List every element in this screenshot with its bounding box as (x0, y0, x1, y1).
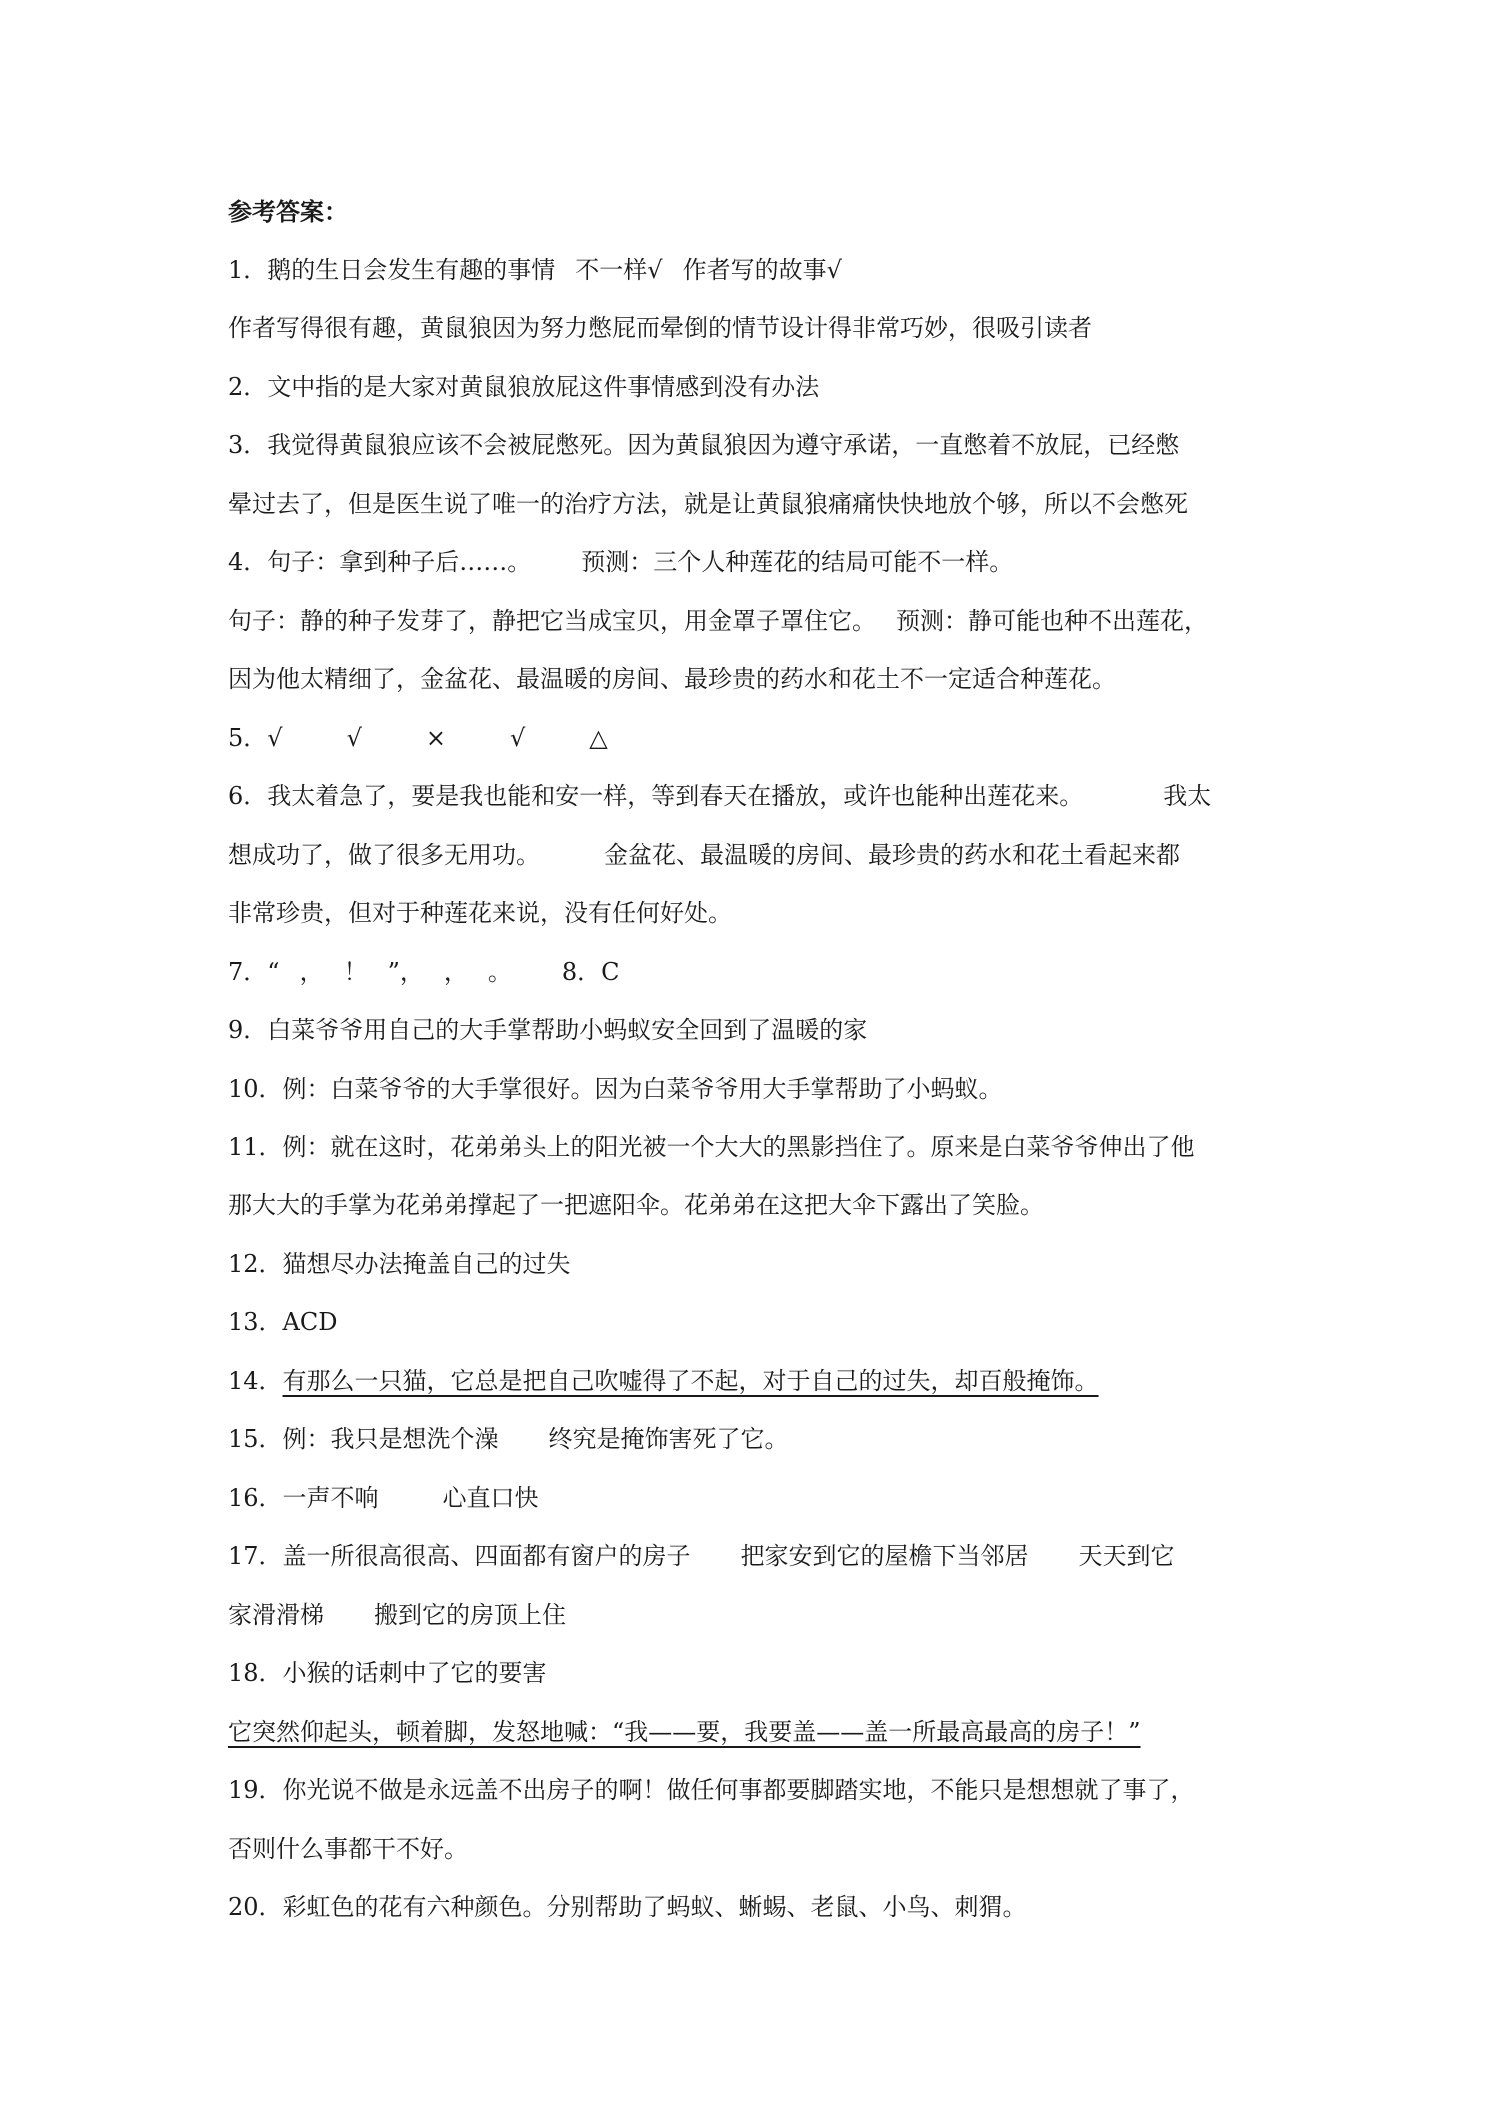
answer-4 (228, 546, 1278, 578)
answer-14-underlined-sentence: 有那么一只猫，它总是把自己吹嘘得了不起，对于自己的过失，却百般掩饰。 (282, 1367, 1099, 1395)
answer-15 (228, 1423, 1278, 1455)
answer-5-mark-1: √ (267, 724, 283, 752)
answer-7-8 (228, 956, 1278, 988)
answer-17-part-3-start: 天天到它 (1078, 1542, 1175, 1570)
answer-7-number: 7． (228, 958, 268, 986)
answer-4-sentence: 4．句子：拿到种子后……。 (228, 548, 532, 576)
answer-7-punct-4: ” (387, 958, 400, 986)
answer-11-line-1: 11．例：就在这时，花弟弟头上的阳光被一个大大的黑影挡住了。原来是白菜爷爷伸出了他 (228, 1133, 1195, 1161)
answer-18-underlined-quote: 它突然仰起头，顿着脚，发怒地喊：“我——要，我要盖——盖一所最高最高的房子！” (228, 1718, 1141, 1746)
answer-1-choice-c: 作者写的故事√ (682, 256, 842, 284)
answer-14 (228, 1365, 1278, 1397)
answer-5-number: 5． (228, 724, 268, 752)
answer-7-punct-1: “ (267, 958, 280, 986)
answer-3-line-1: 3．我觉得黄鼠狼应该不会被屁憋死。因为黄鼠狼因为遵守承诺，一直憋着不放屁，已经憋 (228, 431, 1180, 459)
answer-17-part-3-end: 家滑滑梯 (228, 1601, 324, 1629)
answer-7-punct-3: ！ (343, 958, 368, 986)
answer-17-part-4: 搬到它的房顶上住 (374, 1601, 566, 1629)
answer-17-part-2: 把家安到它的屋檐下当邻居 (740, 1542, 1029, 1570)
answer-5-mark-3: × (425, 724, 446, 752)
answer-6-line-2 (228, 839, 1278, 871)
answer-17-part-1: 17．盖一所很高很高、四面都有窗户的房子 (228, 1542, 691, 1570)
answer-13: 13．ACD (228, 1308, 338, 1336)
answer-2: 2．文中指的是大家对黄鼠狼放屁这件事情感到没有办法 (228, 373, 820, 401)
answer-5-mark-2: √ (346, 724, 362, 752)
answer-16-word-2: 心直口快 (442, 1484, 539, 1512)
answer-17-line-1 (228, 1540, 1278, 1572)
answer-1-explanation: 作者写得很有趣，黄鼠狼因为努力憋屁而晕倒的情节设计得非常巧妙，很吸引读者 (228, 314, 1092, 342)
answer-1-text: 1．鹅的生日会发生有趣的事情 (228, 256, 556, 284)
answer-6-part-3: 金盆花、最温暖的房间、最珍贵的药水和花土看起来都 (604, 841, 1180, 869)
answer-1 (228, 254, 1278, 286)
answer-11-line-2: 那大大的手掌为花弟弟撑起了一把遮阳伞。花弟弟在这把大伞下露出了笑脸。 (228, 1191, 1044, 1219)
answer-key-title: 参考答案： (228, 197, 348, 226)
answer-5 (228, 722, 1278, 754)
answer-18: 18．小猴的话刺中了它的要害 (228, 1659, 547, 1687)
answer-1-choice-b: 不一样√ (575, 256, 663, 284)
answer-7-punct-7: 。 (487, 958, 512, 986)
answer-15-part-1: 15．例：我只是想洗个澡 (228, 1425, 499, 1453)
answer-6-part-2-start: 我太 (1163, 782, 1212, 810)
answer-8: 8．C (561, 958, 620, 986)
answer-17-line-2 (228, 1599, 1278, 1631)
answer-9: 9．白菜爷爷用自己的大手掌帮助小蚂蚁安全回到了温暖的家 (228, 1016, 868, 1044)
answer-5-mark-5: △ (589, 724, 608, 752)
answer-19-line-1: 19．你光说不做是永远盖不出房子的啊！做任何事都要脚踏实地，不能只是想想就了事了， (228, 1776, 1195, 1804)
answer-20: 20．彩虹色的花有六种颜色。分别帮助了蚂蚁、蜥蜴、老鼠、小鸟、刺猬。 (228, 1893, 1027, 1921)
answer-4-line-2-sentence: 句子：静的种子发芽了，静把它当成宝贝，用金罩子罩住它。 (228, 607, 876, 635)
answer-15-part-2: 终究是掩饰害死了它。 (548, 1425, 789, 1453)
answer-5-mark-4: √ (509, 724, 526, 752)
answer-4-line-3: 因为他太精细了，金盆花、最温暖的房间、最珍贵的药水和花土不一定适合种莲花。 (228, 665, 1116, 693)
answer-6-line-3: 非常珍贵，但对于种莲花来说，没有任何好处。 (228, 899, 732, 927)
answer-16-word-1: 16．一声不响 (228, 1484, 379, 1512)
answer-16 (228, 1482, 1278, 1514)
answer-14-number: 14． (228, 1367, 283, 1395)
answer-3-line-2: 晕过去了，但是医生说了唯一的治疗方法，就是让黄鼠狼痛痛快快地放个够，所以不会憋死 (228, 490, 1188, 518)
answer-7-punct-6: ， (443, 958, 468, 986)
answer-6-part-2-end: 想成功了，做了很多无用功。 (228, 841, 540, 869)
answer-6-part-1: 6．我太着急了，要是我也能和安一样，等到春天在播放，或许也能种出莲花来。 (228, 782, 1084, 810)
answer-6-line-1 (228, 780, 1278, 812)
answer-4-line-2 (228, 605, 1278, 637)
answer-4-prediction: 预测：三个人种莲花的结局可能不一样。 (581, 548, 1014, 576)
answer-4-line-2-prediction: 预测：静可能也种不出莲花， (896, 607, 1208, 635)
answer-10: 10．例：白菜爷爷的大手掌很好。因为白菜爷爷用大手掌帮助了小蚂蚁。 (228, 1075, 1003, 1103)
answer-12: 12．猫想尽办法掩盖自己的过失 (228, 1250, 571, 1278)
answer-7-punct-5: ， (399, 958, 424, 986)
answer-7-punct-2: ， (299, 958, 324, 986)
answer-19-line-2: 否则什么事都干不好。 (228, 1835, 468, 1863)
